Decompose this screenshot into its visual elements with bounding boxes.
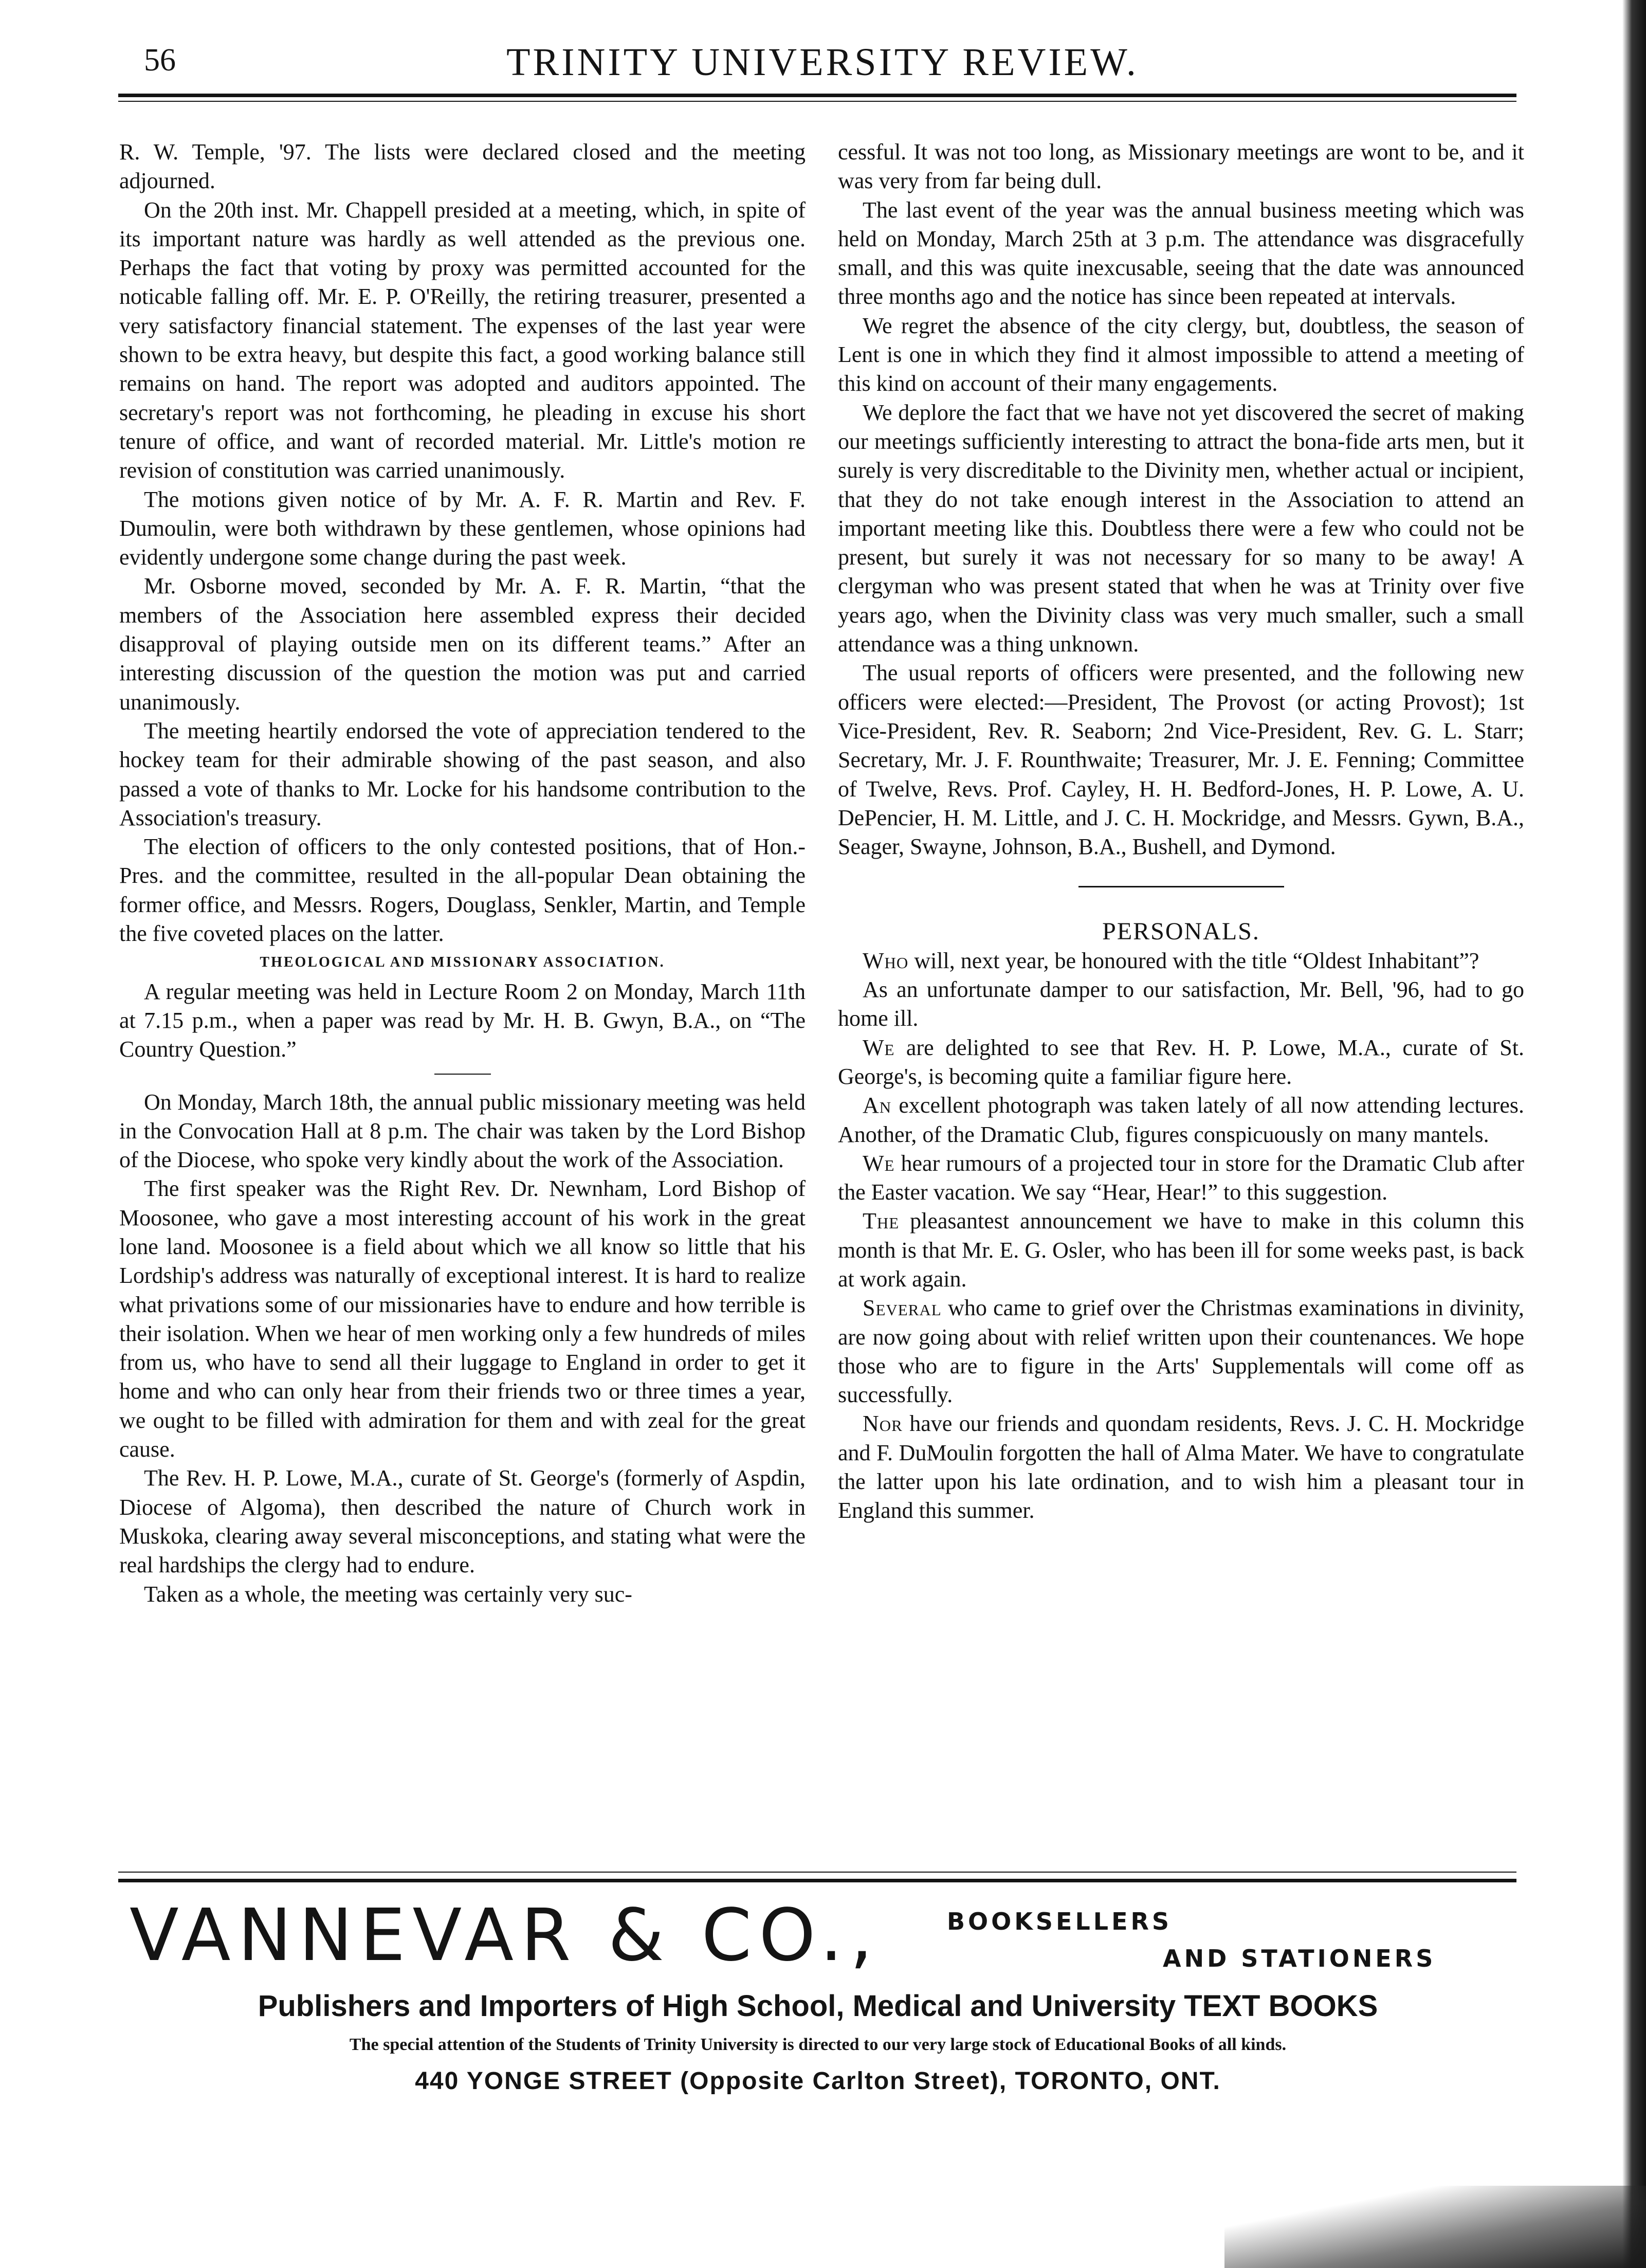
ad-firm-name: VANNEVAR & CO., (130, 1894, 880, 1977)
article-paragraph: The usual reports of officers were presented, and the following new officers were elected:—President, The Provost (or acting Provost); 1st Vice-President, Rev. R. Seaborn; 2nd Vice-President, Rev. G. L. Starr; Secretary, Mr. J. F. Rounthwaite; Treasurer, Mr. J. E. Fenning; Committee of Twelve, Revs. Prof. Cayley, H. H. Bedford-Jones, H. P. Lowe, A. U. DePencier, H. M. Little, and J. C. H. Mockridge, and Messrs. Gywn, B.A., Seager, Swayne, Johnson, B.A., Bushell, and Dymond. (838, 660, 1524, 860)
personal-item (838, 1409, 1524, 1525)
personal-lead-word: An (863, 1093, 892, 1118)
article-paragraph: The Rev. H. P. Lowe, M.A., curate of St. George's (formerly of Aspdin, Diocese of Algoma), then described the nature of Church work in Muskoka, clearing away several misconceptions, and stating what were the real hardships the clergy had to endure. (119, 1465, 806, 1578)
personal-lead-word: Nor (863, 1411, 903, 1437)
page-number: 56 (144, 43, 176, 78)
ad-notice-line: The special attention of the Students of Trinity University is directed to our very large stock of Educational Books of all kinds. (349, 2035, 1287, 2054)
personals-heading: PERSONALS. (1102, 918, 1260, 946)
personal-lead-word: Who (863, 948, 909, 973)
personal-text: are delighted to see that Rev. H. P. Lowe, M.A., curate of St. George's, is becoming quite a familiar figure here. (838, 1035, 1524, 1089)
personal-text: who came to grief over the Christmas examinations in divinity, are now going about with relief written upon their countenances. We hope those who are to figure in the Arts' Supplementals will come off as successfully. (838, 1295, 1524, 1408)
article-paragraph: The meeting heartily endorsed the vote of appreciation tendered to the hockey team for their admirable showing of the past season, and also passed a vote of thanks to Mr. Locke for his handsome contribution to the Association's treasury. (119, 718, 806, 830)
personal-text: excellent photograph was taken lately of all now attending lectures. Another, of the Dramatic Club, figures conspicuously on many mantels. (838, 1093, 1524, 1147)
article-paragraph: On the 20th inst. Mr. Chappell presided at a meeting, which, in spite of its important nature was hardly as well attended as the previous one. Perhaps the fact that voting by proxy was permitted accounted for the noticable falling off. Mr. E. P. O'Reilly, the retiring treasurer, presented a very satisfactory financial statement. The expenses of the last year were shown to be extra heavy, but despite this fact, a good working balance still remains on hand. The report was adopted and auditors appointed. The secretary's report was not forthcoming, he pleading in excuse his short tenure of office, and want of recorded material. Mr. Little's motion re revision of constitution was carried unanimously. (119, 197, 806, 483)
right-column (838, 138, 1524, 1526)
personal-item (838, 1091, 1524, 1149)
article-paragraph: A regular meeting was held in Lecture Room 2 on Monday, March 11th at 7.15 p.m., when a paper was read by Mr. H. B. Gwyn, B.A., on “The Country Question.” (119, 978, 806, 1062)
section-divider (434, 1074, 491, 1075)
personal-lead-word: We (863, 1150, 895, 1176)
article-paragraph: The motions given notice of by Mr. A. F. R. Martin and Rev. F. Dumoulin, were both withdrawn by these gentlemen, whose opinions had evidently undergone some change during the past week. (119, 486, 806, 570)
article-paragraph: On Monday, March 18th, the annual public missionary meeting was held in the Convocation Hall at 8 p.m. The chair was taken by the Lord Bishop of the Diocese, who spoke very kindly about the work of the Association. (119, 1089, 806, 1173)
page-header (113, 31, 1532, 93)
personal-text: As an unfortunate damper to our satisfaction, Mr. Bell, '96, had to go home ill. (838, 977, 1524, 1031)
personal-item (838, 1149, 1524, 1207)
personal-item (838, 1207, 1524, 1294)
ad-rule-top (118, 1879, 1516, 1882)
ad-trade-line: BOOKSELLERS (947, 1908, 1173, 1935)
column-divider (1078, 886, 1284, 887)
personal-text: have our friends and quondam residents, Revs. J. C. H. Mockridge and F. DuMoulin forgotten the hall of Alma Mater. We have to congratulate the latter upon his late ordination, and to wish him a pleasant tour in England this summer. (838, 1411, 1524, 1523)
article-paragraph: Mr. Osborne moved, seconded by Mr. A. F. R. Martin, “that the members of the Association here assembled express their decided disapproval of playing outside men on its different teams.” After an interesting discussion of the question the motion was put and carried unanimously. (119, 573, 806, 715)
personal-item (838, 1294, 1524, 1409)
article-paragraph: The election of officers to the only contested positions, that of Hon.-Pres. and the committee, resulted in the all-popular Dean obtaining the former office, and Messrs. Rogers, Douglass, Senkler, Martin, and Temple the five coveted places on the latter. (119, 834, 806, 947)
scan-shadow-edge (1622, 0, 1646, 2268)
personal-item (838, 1033, 1524, 1092)
personal-lead-word: Several (863, 1295, 942, 1321)
advertisement (119, 1894, 1516, 2113)
article-paragraph: cessful. It was not too long, as Missionary meetings are wont to be, and it was very from far being dull. (838, 139, 1524, 194)
scan-shadow-corner (1224, 2186, 1646, 2268)
article-paragraph: We deplore the fact that we have not yet discovered the secret of making our meetings sufficiently interesting to attract the bona-fide arts men, but it surely is very discreditable to the Divinity men, whether actual or incipient, that they do not take enough interest in the Association to attend an important meeting like this. Doubtless there were a few who could not be present, but surely it was not necessary for so many to be away! A clergyman who was present stated that when he was at Trinity over five years ago, when the Divinity class was very much smaller, such a small attendance was a thing unknown. (838, 400, 1524, 657)
article-paragraph: Taken as a whole, the meeting was certainly very suc- (144, 1581, 632, 1607)
personal-lead-word: We (863, 1035, 895, 1060)
ad-address-line: 440 YONGE STREET (Opposite Carlton Street), TORONTO, ONT. (415, 2067, 1221, 2095)
left-column (119, 138, 806, 1609)
article-paragraph: R. W. Temple, '97. The lists were declared closed and the meeting adjourned. (119, 139, 806, 194)
journal-title: TRINITY UNIVERSITY REVIEW. (506, 41, 1139, 84)
personal-text: pleasantest announcement we have to make in this column this month is that Mr. E. G. Osler, who has been ill for some weeks past, is back at work again. (838, 1208, 1524, 1292)
personal-item (838, 975, 1524, 1033)
personal-text: hear rumours of a projected tour in store for the Dramatic Club after the Easter vacation. We say “Hear, Hear!” to this suggestion. (838, 1150, 1524, 1205)
ad-rule-top-thin (118, 1872, 1516, 1873)
personal-text: will, next year, be honoured with the title “Oldest Inhabitant”? (908, 948, 1479, 973)
personal-lead-word: The (863, 1208, 900, 1234)
article-paragraph: The last event of the year was the annual business meeting which was held on Monday, March 25th at 3 p.m. The attendance was disgracefully small, and this was quite inexcusable, seeing that the date was announced three months ago and the notice has since been repeated at intervals. (838, 197, 1524, 310)
article-paragraph: We regret the absence of the city clergy, but, doubtless, the season of Lent is one in which they find it almost impossible to attend a meeting of this kind on account of their many engagements. (838, 313, 1524, 396)
ad-trade-line: AND STATIONERS (1163, 1945, 1436, 1972)
ad-publishers-line: Publishers and Importers of High School, Medical and University TEXT BOOKS (258, 1989, 1378, 2023)
section-heading-theological: THEOLOGICAL AND MISSIONARY ASSOCIATION. (260, 954, 665, 971)
personal-item (838, 947, 1524, 975)
header-rule-thin (118, 101, 1516, 102)
article-paragraph: The first speaker was the Right Rev. Dr. Newnham, Lord Bishop of Moosonee, who gave a most interesting account of his work in the great lone land. Moosonee is a field about which we all know so little that his Lordship's address was naturally of exceptional interest. It is hard to realize what privations some of our missionaries have to endure and how terrible is their isolation. When we hear of men working only a few hundreds of miles from us, who have to send all their luggage to England in order to get it home and who can only hear from their friends two or three times a year, we ought to be filled with admiration for them and with zeal for the great cause. (119, 1176, 806, 1462)
header-rule (118, 94, 1516, 97)
